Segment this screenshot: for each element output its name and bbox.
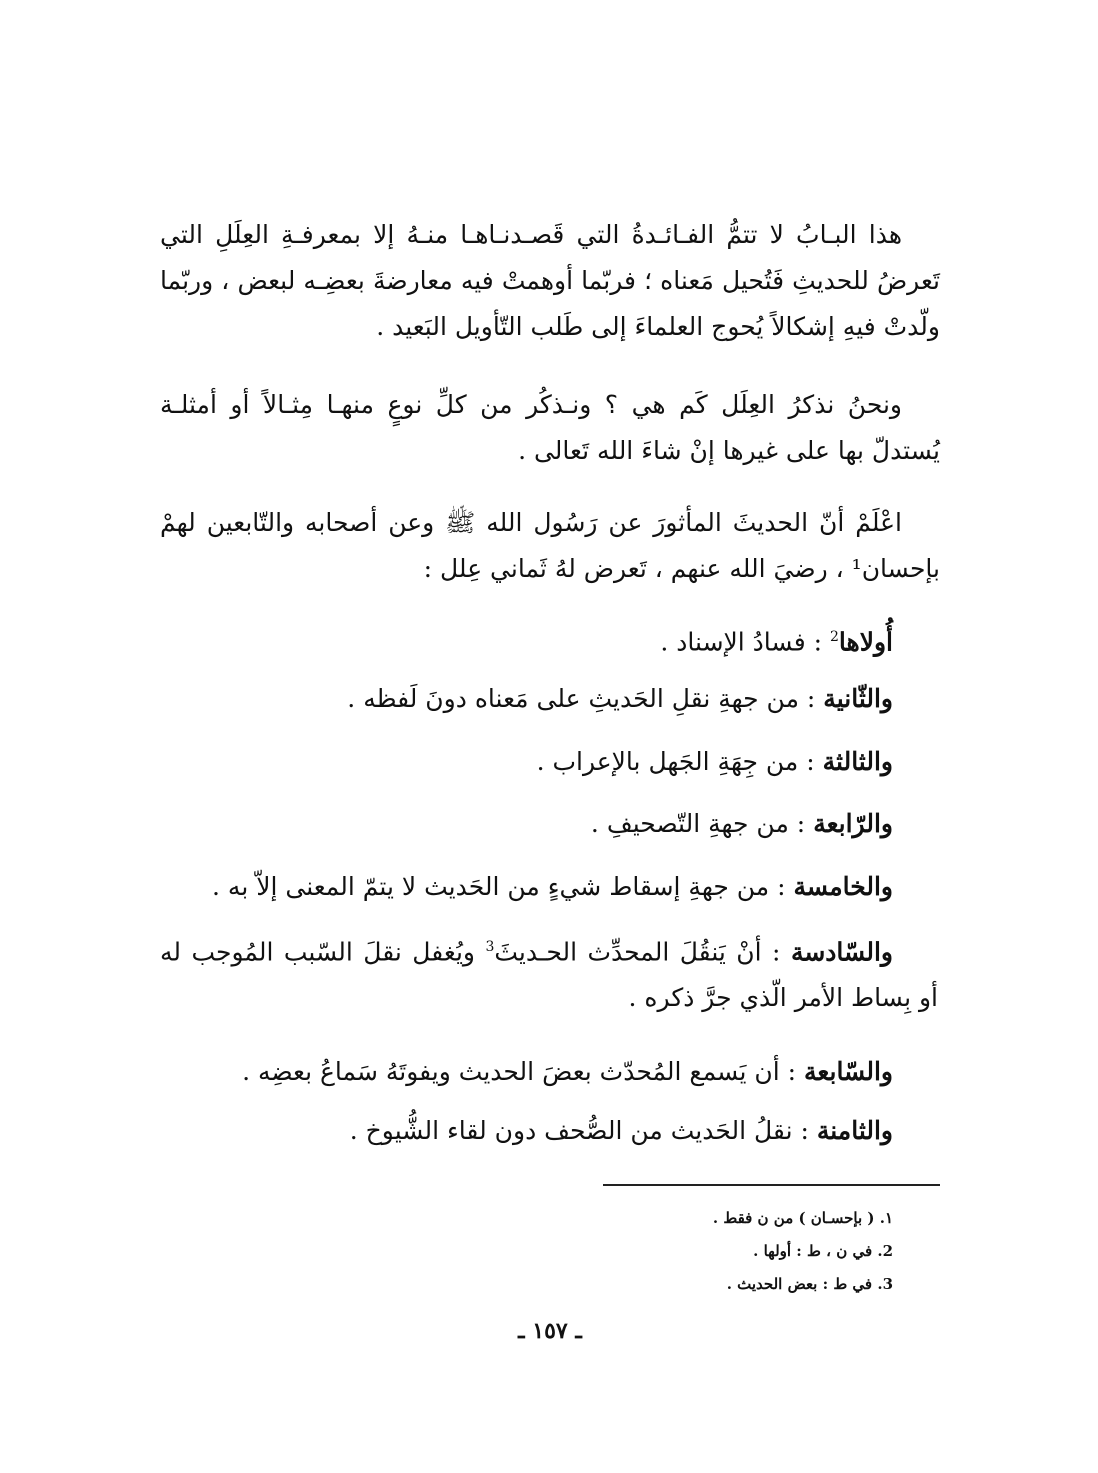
defect-label: والسّابعة	[804, 1057, 893, 1086]
paragraph-text: ونحنُ نذكرُ العِلَل كَم هي ؟ ونـذكُر من كلِّ نوعٍ منهـا مِثـالاً أو أمثلـة يُستدلّ بها على غيرها إنْ شاءَ الله تَعالى .	[160, 390, 940, 465]
defect-label: والخامسة	[793, 872, 893, 901]
defect-item-5	[212, 864, 893, 910]
defect-text: : من جهةِ إسقاط شيءٍ من الحَديث لا يتمّ المعنى إلاّ به .	[212, 872, 794, 901]
footnote-3: 3. في ط : بعض الحديث .	[726, 1275, 893, 1293]
footnote-ref: 3	[485, 939, 495, 955]
defect-text-continued: ويُغفل نقلَ السّبب المُوجب له أو بِساط الأمر الّذي جرَّ ذكره .	[160, 937, 938, 1013]
defect-label: والرّابعة	[813, 809, 893, 838]
defect-text: : من جِهَةِ الجَهل بالإعراب .	[536, 747, 823, 776]
defect-text: : من جهةِ التّصحيفِ .	[590, 809, 814, 838]
paragraph-hadith-defects	[160, 500, 940, 592]
paragraph-text: اعْلَمْ أنّ الحديثَ المأثورَ عن رَسُول الله ﷺ وعن أصحابه والتّابعين لهمْ بإحسان¹ ، رضيَ الله عنهم ، تَعرض لهُ ثَماني عِلل :	[160, 508, 940, 583]
defect-text: : أنْ يَنقُلَ المحدِّث الحـديثَ	[494, 937, 791, 967]
footnote-2: 2. في ن ، ط : أولها .	[753, 1242, 893, 1260]
defect-label: والثّانية	[823, 684, 893, 713]
defect-item-6	[160, 924, 938, 1021]
paragraph-intro	[160, 212, 940, 350]
paragraph-text: هذا البـابُ لا تتمُّ الفـائـدةُ التي قَصـدنـاهـا منـهُ إلا بمعرفـةِ العِلَلِ التي تَعرضُ للحديثِ فَتُحيل مَعناه ؛ فربّما أوهمتْ فيه معارضةَ بعضِـه لبعض ، وربّما ولّدتْ فيهِ إشكالاً يُحوج العلماءَ إلى طَلب التّأويل البَعيد .	[160, 220, 940, 341]
defect-item-2	[347, 676, 893, 722]
defect-text: : من جهةِ نقلِ الحَديثِ على مَعناه دونَ لَفظه .	[347, 684, 824, 713]
defect-item-7	[242, 1049, 893, 1095]
defect-label: والثالثة	[822, 747, 893, 776]
defect-item-4	[591, 801, 893, 847]
defect-text: : أن يَسمع المُحدّث بعضَ الحديث ويفوتَهُ سَماعُ بعضِه .	[242, 1057, 805, 1086]
page-number: ـ ١٥٧ ـ	[518, 1318, 582, 1344]
defect-label: والثامنة	[816, 1116, 893, 1145]
footnotes	[713, 1202, 893, 1301]
paragraph-list-intro	[160, 382, 940, 474]
defect-item-8	[350, 1108, 893, 1154]
defect-text: : فسادُ الإسناد .	[660, 627, 830, 657]
defect-text: : نقلُ الحَديث من الصُّحف دون لقاء الشُّيوخ .	[349, 1116, 817, 1145]
defect-item-3	[537, 739, 893, 785]
footnote-1: ١. ( بإحسـان ) من ن فقط .	[712, 1209, 893, 1227]
defect-item-1	[660, 614, 893, 665]
defect-label: والسّادسة	[790, 937, 893, 967]
footnote-ref: 2	[830, 629, 839, 645]
defect-label: أُولاها	[838, 627, 893, 657]
footnote-divider	[603, 1184, 940, 1186]
